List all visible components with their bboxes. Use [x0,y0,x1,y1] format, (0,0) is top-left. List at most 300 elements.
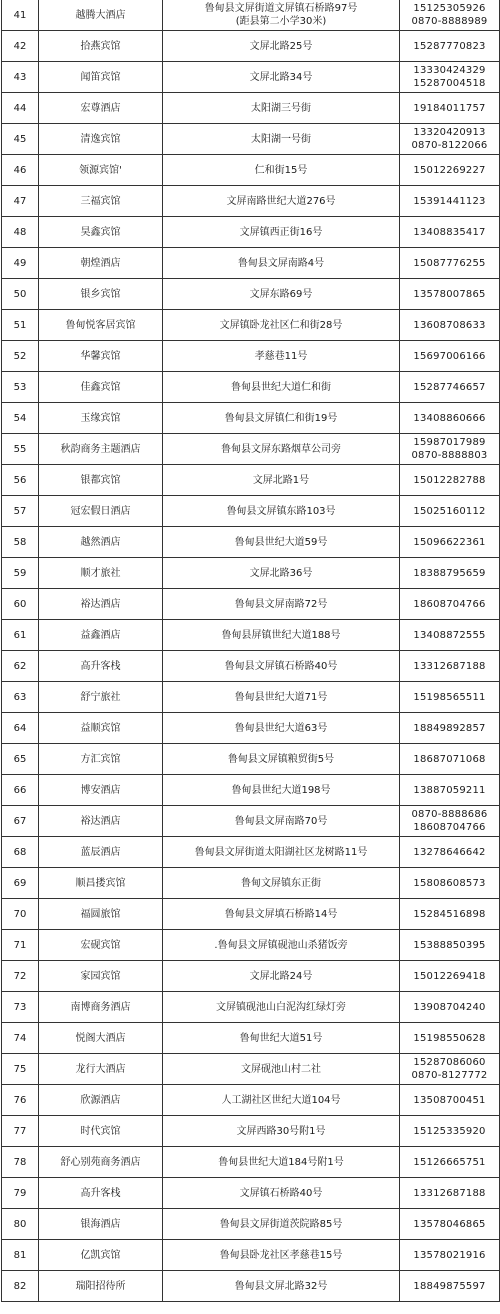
table-row [2,992,500,1023]
row-number: 49 [2,248,39,279]
hotel-phone [400,248,500,279]
hotel-name-line: 瑞阳招待所 [75,1280,126,1292]
hotel-table-body [2,0,500,1302]
hotel-name [39,217,163,248]
hotel-address-line: 文屏北路25号 [249,40,313,52]
hotel-name-line: 越腾大酒店 [75,9,126,21]
hotel-phone [400,806,500,837]
hotel-phone [400,868,500,899]
hotel-name-line: 秋韵商务主题酒店 [60,443,141,455]
hotel-address-line: 鲁甸文屏镇东正街 [241,877,321,889]
hotel-phone-line: 15284516898 [413,908,486,920]
hotel-address-line: 鲁甸县文屏东路烟草公司旁 [221,443,341,455]
hotel-phone-line: 13408860666 [413,412,486,424]
hotel-name-line: 博安酒店 [80,784,121,796]
table-row [2,465,500,496]
hotel-phone-line: 18388795659 [413,567,486,579]
hotel-phone-line: 18608704766 [413,822,486,833]
hotel-name [39,744,163,775]
hotel-phone [400,1240,500,1271]
hotel-phone [400,155,500,186]
table-row [2,403,500,434]
hotel-phone [400,465,500,496]
hotel-name [39,1178,163,1209]
hotel-name-line: 亿凯宾馆 [80,1249,121,1261]
hotel-phone-line: 13578021916 [413,1249,486,1261]
hotel-name-line: 清逸宾馆 [80,133,121,145]
hotel-address-line: (距县第二小学30米) [235,16,327,27]
hotel-name [39,527,163,558]
hotel-phone-line: 13312687188 [413,660,486,672]
hotel-address [163,806,400,837]
hotel-address [163,961,400,992]
table-row [2,1085,500,1116]
hotel-address-line: 鲁甸世纪大道51号 [239,1032,323,1044]
row-number: 46 [2,155,39,186]
hotel-phone [400,1054,500,1085]
table-row [2,0,500,31]
table-row [2,899,500,930]
hotel-name [39,775,163,806]
hotel-address-line: 鲁甸县文屏南路70号 [234,815,328,827]
hotel-address [163,186,400,217]
hotel-phone [400,775,500,806]
hotel-name [39,1085,163,1116]
hotel-phone [400,310,500,341]
row-number: 50 [2,279,39,310]
hotel-address [163,0,400,31]
hotel-name-line: 顺才旅社 [80,567,121,579]
hotel-address-line: 鲁甸县世纪大道仁和街 [231,381,331,393]
hotel-phone-line: 18849892857 [413,722,486,734]
hotel-phone-line: 13408835417 [413,226,486,238]
hotel-name-line: 方汇宾馆 [80,753,121,765]
hotel-phone-line: 15012269227 [413,164,486,176]
hotel-name [39,1116,163,1147]
hotel-name-line: 银海酒店 [80,1218,121,1230]
hotel-phone [400,31,500,62]
hotel-address [163,372,400,403]
table-row [2,341,500,372]
hotel-name [39,0,163,31]
hotel-address [163,1116,400,1147]
row-number: 54 [2,403,39,434]
table-row [2,1271,500,1302]
hotel-name [39,124,163,155]
hotel-name [39,682,163,713]
hotel-phone [400,279,500,310]
hotel-phone-line: 15126665751 [413,1156,486,1168]
hotel-address [163,155,400,186]
hotel-address [163,1023,400,1054]
row-number: 81 [2,1240,39,1271]
hotel-name-line: 高升客栈 [80,660,121,672]
hotel-name [39,992,163,1023]
hotel-name [39,372,163,403]
hotel-phone-line: 15287086060 [413,1057,486,1068]
hotel-address-line: 文屏砚池山村二社 [241,1063,321,1075]
hotel-name-line: 益顺宾馆 [80,722,121,734]
hotel-phone [400,899,500,930]
hotel-name-line: 裕达酒店 [80,598,121,610]
hotel-name [39,651,163,682]
hotel-name-line: 朝煌酒店 [80,257,121,269]
hotel-phone [400,403,500,434]
hotel-name [39,1023,163,1054]
table-row [2,31,500,62]
hotel-phone [400,372,500,403]
hotel-phone-line: 13578046865 [413,1218,486,1230]
hotel-phone [400,713,500,744]
hotel-address [163,496,400,527]
hotel-name [39,62,163,93]
hotel-name-line: 福圆旅馆 [80,908,121,920]
row-number: 72 [2,961,39,992]
hotel-phone-line: 18608704766 [413,598,486,610]
hotel-name-line: 欣源酒店 [80,1094,121,1106]
hotel-name [39,558,163,589]
row-number: 73 [2,992,39,1023]
hotel-address-line: 文屏镇卧龙社区仁和街28号 [219,319,343,331]
row-number: 66 [2,775,39,806]
hotel-name-line: 南博商务酒店 [70,1001,131,1013]
hotel-address [163,620,400,651]
hotel-phone-line: 0870-8127772 [411,1070,488,1081]
hotel-phone-line: 13887059211 [413,784,486,796]
row-number: 62 [2,651,39,682]
hotel-name-line: 顺昌搂宾馆 [75,877,126,889]
hotel-address [163,527,400,558]
hotel-address [163,1271,400,1302]
hotel-phone [400,93,500,124]
row-number: 61 [2,620,39,651]
hotel-phone-line: 0870-8888989 [411,16,488,27]
hotel-address-line: 鲁甸县文屏镇仁和街19号 [224,412,338,424]
table-row [2,713,500,744]
hotel-phone [400,0,500,31]
table-row [2,93,500,124]
hotel-address-line: 文屏北路1号 [252,474,310,486]
hotel-address-line: 鲁甸县世纪大道59号 [234,536,328,548]
hotel-phone-line: 15087776255 [413,257,486,269]
hotel-name-line: 高升客栈 [80,1187,121,1199]
hotel-phone-line: 15198550628 [413,1032,486,1044]
hotel-address [163,868,400,899]
hotel-phone [400,1178,500,1209]
table-row [2,837,500,868]
hotel-name [39,1147,163,1178]
hotel-address [163,217,400,248]
table-row [2,248,500,279]
table-row [2,372,500,403]
hotel-name-line: 舒宁旅社 [80,691,121,703]
row-number: 42 [2,31,39,62]
hotel-address-line: 人工湖社区世纪大道104号 [221,1094,341,1106]
hotel-name [39,930,163,961]
hotel-address-line: 文屏西路30号附1号 [236,1125,326,1137]
table-row [2,217,500,248]
hotel-address [163,558,400,589]
table-row [2,868,500,899]
row-number: 76 [2,1085,39,1116]
row-number: 52 [2,341,39,372]
hotel-phone-line: 0870-8122066 [411,140,488,151]
table-row [2,620,500,651]
hotel-phone-line: 13408872555 [413,629,486,641]
hotel-phone [400,1085,500,1116]
hotel-phone-line: 15391441123 [413,195,486,207]
hotel-name-line: 昊鑫宾馆 [80,226,121,238]
hotel-address [163,651,400,682]
hotel-name-line: 三福宾馆 [80,195,121,207]
table-row [2,1147,500,1178]
hotel-phone-line: 13278646642 [413,846,486,858]
hotel-phone-line: 13578007865 [413,288,486,300]
hotel-name [39,403,163,434]
hotel-phone-line: 13908704240 [413,1001,486,1013]
table-row [2,775,500,806]
hotel-phone-line: 15287770823 [413,40,486,52]
row-number: 64 [2,713,39,744]
hotel-phone [400,217,500,248]
hotel-name [39,155,163,186]
hotel-name-line: 宏砚宾馆 [80,939,121,951]
hotel-phone [400,651,500,682]
row-number: 68 [2,837,39,868]
hotel-address [163,124,400,155]
hotel-name [39,1271,163,1302]
hotel-phone-line: 13508700451 [413,1094,486,1106]
table-row [2,651,500,682]
row-number: 77 [2,1116,39,1147]
table-row [2,558,500,589]
hotel-phone [400,1116,500,1147]
hotel-name [39,899,163,930]
table-row [2,186,500,217]
hotel-name [39,310,163,341]
hotel-name [39,31,163,62]
row-number: 51 [2,310,39,341]
table-row [2,155,500,186]
hotel-name [39,713,163,744]
row-number: 79 [2,1178,39,1209]
hotel-address-line: 太阳湖一号街 [251,133,311,145]
table-row [2,1116,500,1147]
row-number: 71 [2,930,39,961]
hotel-address-line: 鲁甸县文屏南路72号 [234,598,328,610]
hotel-name [39,1209,163,1240]
table-row [2,744,500,775]
hotel-address [163,62,400,93]
hotel-name-line: 裕达酒店 [80,815,121,827]
hotel-name [39,1054,163,1085]
hotel-name [39,868,163,899]
table-row [2,124,500,155]
hotel-name [39,465,163,496]
hotel-phone [400,1147,500,1178]
hotel-phone-line: 18849875597 [413,1280,486,1292]
row-number: 63 [2,682,39,713]
hotel-address [163,279,400,310]
hotel-phone-line: 15987017989 [413,437,486,448]
hotel-address [163,899,400,930]
hotel-address [163,744,400,775]
hotel-address [163,682,400,713]
hotel-name-line: 悦阁大酒店 [75,1032,126,1044]
table-row [2,279,500,310]
hotel-phone [400,837,500,868]
row-number: 80 [2,1209,39,1240]
hotel-name-line: 闻笛宾馆 [80,71,121,83]
hotel-name-line: 华馨宾馆 [80,350,121,362]
row-number: 56 [2,465,39,496]
row-number: 70 [2,899,39,930]
hotel-phone [400,930,500,961]
hotel-phone [400,1023,500,1054]
hotel-address-line: 鲁甸县卧龙社区孝慈巷15号 [219,1249,343,1261]
row-number: 44 [2,93,39,124]
hotel-address-line: 文屏南路世纪大道276号 [226,195,336,207]
hotel-name [39,496,163,527]
hotel-address-line: 鲁甸县文屏北路32号 [234,1280,328,1292]
hotel-address-line: 鲁甸县世纪大道184号附1号 [218,1156,344,1168]
hotel-address-line: 鲁甸县文屏街道文屏镇石桥路97号 [204,3,358,14]
hotel-phone-line: 15287746657 [413,381,486,393]
hotel-phone [400,186,500,217]
hotel-address [163,1209,400,1240]
table-row [2,1178,500,1209]
hotel-phone-line: 15198565511 [413,691,486,703]
row-number: 69 [2,868,39,899]
hotel-phone [400,620,500,651]
table-row [2,961,500,992]
row-number: 58 [2,527,39,558]
hotel-address-line: 鲁甸县屏镇世纪大道188号 [221,629,341,641]
row-number: 41 [2,0,39,31]
hotel-phone-line: 15388850395 [413,939,486,951]
hotel-name [39,186,163,217]
hotel-name [39,93,163,124]
hotel-address-line: 太阳湖三号街 [251,102,311,114]
hotel-name-line: 时代宾馆 [80,1125,121,1137]
row-number: 65 [2,744,39,775]
hotel-name-line: 领源宾馆' [79,164,122,176]
hotel-address-line: 文屏镇砚池山白泥沟红绿灯旁 [216,1001,346,1013]
table-row [2,806,500,837]
hotel-address-line: 文屏东路69号 [249,288,313,300]
hotel-address-line: 文屏镇西正街16号 [239,226,323,238]
hotel-name-line: 银乡宾馆 [80,288,121,300]
hotel-name [39,279,163,310]
table-row [2,434,500,465]
hotel-phone-line: 15125305926 [413,3,486,14]
hotel-phone [400,527,500,558]
hotel-address-line: 鲁甸县文屏镇粮贸街5号 [227,753,335,765]
hotel-phone [400,682,500,713]
hotel-name-line: 玉缘宾馆 [80,412,121,424]
hotel-address [163,1178,400,1209]
row-number: 57 [2,496,39,527]
hotel-phone [400,1271,500,1302]
table-row [2,310,500,341]
table-row [2,682,500,713]
row-number: 78 [2,1147,39,1178]
hotel-name-line: 拾燕宾馆 [80,40,121,52]
hotel-phone-line: 15697006166 [413,350,486,362]
hotel-phone [400,341,500,372]
table-row [2,527,500,558]
hotel-address [163,589,400,620]
hotel-address-line: 文屏镇石桥路40号 [239,1187,323,1199]
hotel-phone-line: 0870-8888686 [411,809,488,820]
hotel-phone-line: 0870-8888803 [411,450,488,461]
hotel-address [163,403,400,434]
hotel-table [1,0,500,1302]
hotel-address-line: 鲁甸县世纪大道198号 [231,784,331,796]
hotel-phone [400,1209,500,1240]
hotel-phone [400,558,500,589]
hotel-address [163,310,400,341]
hotel-name-line: 益鑫酒店 [80,629,121,641]
hotel-name [39,341,163,372]
row-number: 75 [2,1054,39,1085]
hotel-name [39,620,163,651]
hotel-address [163,930,400,961]
row-number: 60 [2,589,39,620]
row-number: 55 [2,434,39,465]
hotel-address [163,1147,400,1178]
hotel-name [39,806,163,837]
hotel-phone-line: 18687071068 [413,753,486,765]
hotel-address-line: 鲁甸县世纪大道71号 [234,691,328,703]
hotel-address [163,248,400,279]
hotel-name [39,248,163,279]
hotel-phone-line: 15125335920 [413,1125,486,1137]
hotel-address [163,434,400,465]
hotel-address [163,713,400,744]
hotel-phone [400,434,500,465]
hotel-name [39,961,163,992]
hotel-address [163,992,400,1023]
hotel-address [163,775,400,806]
hotel-address-line: 鲁甸县文屏镇东路103号 [226,505,336,517]
hotel-address [163,341,400,372]
hotel-name-line: 家园宾馆 [80,970,121,982]
table-row [2,1209,500,1240]
hotel-address [163,1085,400,1116]
hotel-name-line: 蓝辰酒店 [80,846,121,858]
hotel-name-line: 龙行大酒店 [75,1063,126,1075]
table-row [2,1240,500,1271]
hotel-address-line: 文屏北路36号 [249,567,313,579]
table-row [2,930,500,961]
hotel-address-line: 鲁甸县世纪大道63号 [234,722,328,734]
hotel-name-line: 佳鑫宾馆 [80,381,121,393]
hotel-address-line: 鲁甸县文屏镇石桥路40号 [224,660,338,672]
hotel-phone [400,744,500,775]
row-number: 48 [2,217,39,248]
hotel-name-line: 舒心别苑商务酒店 [60,1156,141,1168]
hotel-address-line: 鲁甸县文屏街道茨院路85号 [219,1218,343,1230]
hotel-phone-line: 15012282788 [413,474,486,486]
hotel-phone-line: 15808608573 [413,877,486,889]
hotel-address [163,1240,400,1271]
hotel-phone-line: 15096622361 [413,536,486,548]
hotel-phone-line: 15287004518 [413,78,486,89]
row-number: 67 [2,806,39,837]
hotel-phone-line: 13320420913 [413,127,486,138]
hotel-name-line: 冠宏假日酒店 [70,505,131,517]
